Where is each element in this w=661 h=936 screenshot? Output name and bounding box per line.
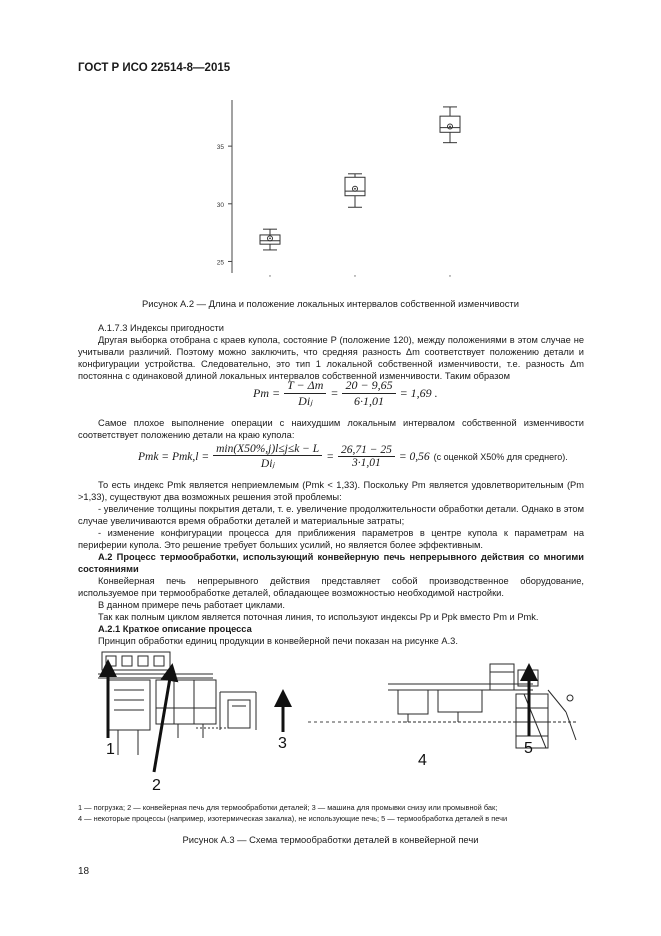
- formula-pm-fraction-2: [342, 378, 395, 409]
- section-a2-paragraph-2: В данном примере печь работает циклами.: [98, 600, 285, 610]
- formula-pmk: Pmk = Pmk,l = $\frac{\min(X50\%,j)l\le j\le k - L}{\text{Diⱼ}}$ = $\frac{26,71 - 25}{3\cdot 1,01}$ = 0,56 (с оценкой X50% для среднего).: [138, 443, 568, 470]
- formula-pm-denominator-1: Diⱼ: [298, 394, 313, 408]
- section-a2-paragraph-3: Так как полным циклом является поточная линия, то используют индексы Pp и Ppk вместо Pm и Pmk.: [98, 612, 539, 622]
- label-5: 5: [524, 740, 533, 757]
- heat-treatment-line-drawing: [388, 664, 578, 748]
- x-tick-label: *: [269, 275, 271, 280]
- section-a2-heading: А.2 Процесс термообработки, использующий конвейерную печь непрерывного действия со многими состояниями: [78, 552, 584, 574]
- x-tick-label: *: [449, 275, 451, 280]
- formula-pmk-lhs: Pmk = Pmk,l =: [138, 450, 210, 463]
- formula-pm-lhs: Pm =: [253, 386, 281, 400]
- x-tick-label: *: [354, 275, 356, 280]
- y-tick-label: 30: [216, 201, 224, 209]
- section-a21-paragraph: Принцип обработки единиц продукции в конвейерной печи показан на рисунке А.3.: [98, 636, 458, 646]
- mean-marker-dot: [269, 238, 271, 240]
- label-4: 4: [418, 752, 427, 769]
- formula-pmk-fraction-2: [338, 444, 395, 469]
- label-2: 2: [152, 777, 161, 794]
- boxplot-series: [260, 107, 460, 250]
- y-tick-label: 35: [216, 144, 224, 152]
- label-3: 3: [278, 735, 287, 752]
- formula-pmk-fraction-1: [213, 443, 322, 470]
- formula-pmk-note: (с оценкой X50% для среднего).: [433, 451, 568, 462]
- figure-a3-legend-line-2: 4 — некоторые процессы (например, изотермическая закалка), не использующие печь; 5 — термообработка деталей в печи: [78, 814, 508, 823]
- document-header: ГОСТ Р ИСО 22514-8—2015: [78, 62, 231, 74]
- formula-pmk-denominator-2: 3·1,01: [352, 457, 381, 469]
- figure-a3-caption: Рисунок А.3 — Схема термообработки деталей в конвейерной печи: [182, 834, 479, 845]
- page-number: 18: [78, 866, 90, 877]
- y-axis-ticks: [217, 144, 232, 266]
- formula-pm-fraction-1: [284, 378, 326, 409]
- formula-pm-denominator-2: 6·1,01: [354, 394, 385, 408]
- figure-a3-legend-line-1: 1 — погрузка; 2 — конвейерная печь для термообработки деталей; 3 — машина для промывки снизу или промывной бак;: [78, 803, 498, 812]
- section-a173-paragraph-2: Самое плохое выполнение операции с наихудшим локальным интервалом собственной изменчивости соответствует положению детали на краю купола:: [78, 418, 584, 440]
- formula-pm-numerator-1: T − Δm: [284, 378, 326, 394]
- formula-pm-numerator-2: 20 − 9,65: [342, 378, 395, 394]
- mean-marker-dot: [449, 126, 451, 128]
- box-series-2: [345, 174, 365, 207]
- section-a173-heading: А.1.7.3 Индексы пригодности: [98, 323, 224, 333]
- formula-pmk-numerator-2: 26,71 − 25: [338, 444, 395, 457]
- label-1: 1: [106, 741, 115, 758]
- y-tick-label: 25: [216, 259, 224, 267]
- section-a173-paragraph-1: Другая выборка отобрана с краев купола, состояние P (положение 120), между положениями в этом случае не учитывали различий. Поэтому можно заключить, что средняя разность Δm соответствует положению детали и конфигурации устройства. Следовательно, это тип 1 локальной собственной изменчивости, т.е. разность Δm постоянна с одинаковой длиной локальных интервалов собственной изменчивости. Таким образом: [78, 335, 584, 381]
- formula-pm: Pm = $\frac{T - \Delta m}{\text{Diⱼ}}$ = $\frac{20 - 9,65}{6\cdot 1,01}$ = 1,69 .: [253, 378, 438, 408]
- section-a173-paragraph-3: То есть индекс Pmk является неприемлемым (Pmk < 1,33). Поскольку Pm является удовлетворительным (Pm >1,33), существуют два возможных решения этой проблемы:: [78, 480, 584, 502]
- section-a173-bullet-1: - увеличение толщины покрытия детали, т. е. увеличение продолжительности обработки детали. Однако в этом случае увеличиваются время обработки деталей и материальные затраты;: [78, 504, 584, 526]
- box-series-3: [440, 107, 460, 143]
- figure-a3-drawing: [78, 650, 598, 800]
- arrow-2: [154, 672, 171, 772]
- figure-a2-boxplot: [200, 95, 500, 280]
- figure-a2-caption: Рисунок А.2 — Длина и положение локальных интервалов собственной изменчивости: [142, 298, 519, 309]
- box-series-1: [260, 229, 280, 250]
- section-a173-bullet-2: - изменение конфигурации процесса для приближения параметров в центре купола к параметрам на периферии купола. Это решение требует больших усилий, но является более эффективным.: [78, 528, 584, 550]
- formula-pmk-result: = 0,56: [398, 450, 430, 463]
- formula-pmk-numerator-1: min(X50%,j)l≤j≤k − L: [213, 443, 322, 456]
- formula-pmk-denominator-1: Diⱼ: [260, 458, 275, 470]
- section-a21-heading: А.2.1 Краткое описание процесса: [98, 624, 252, 634]
- washing-machine-drawing: [220, 692, 256, 730]
- mean-marker-dot: [354, 188, 356, 190]
- x-axis-ticks: [269, 275, 451, 280]
- formula-pm-result: = 1,69 .: [399, 386, 438, 400]
- section-a2-paragraph-1: Конвейерная печь непрерывного действия представляет собой производственное оборудование, используемое при термообработке деталей, обладающее возможностью необходимой настройки.: [78, 576, 584, 598]
